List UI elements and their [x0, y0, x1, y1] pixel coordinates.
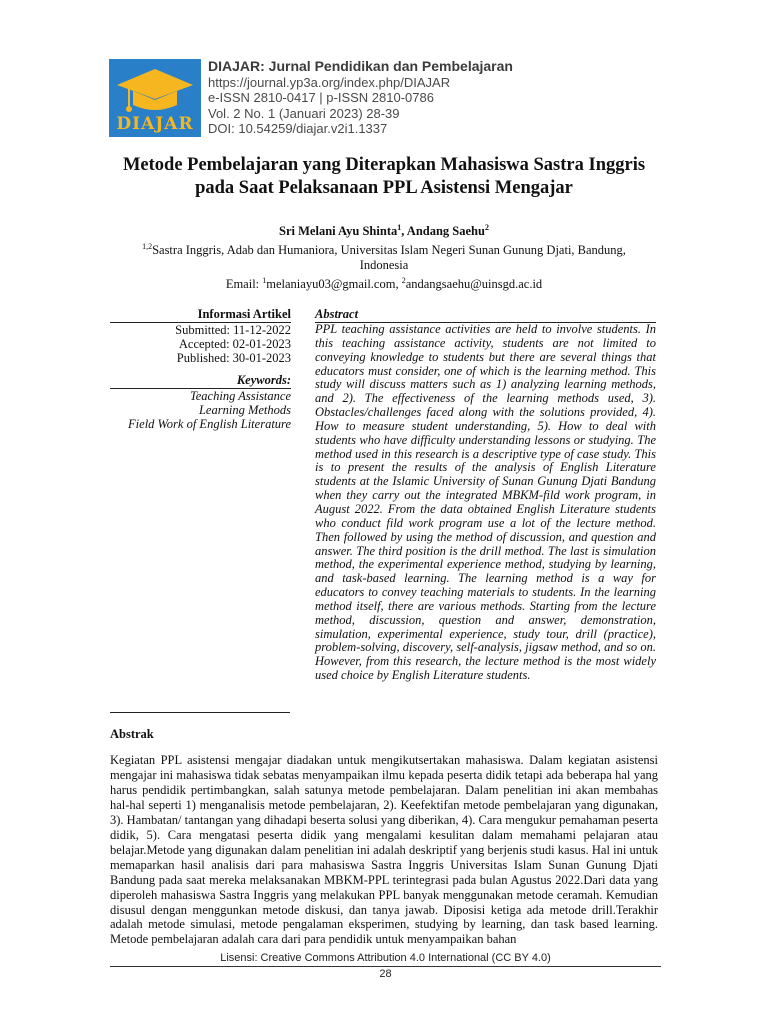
affiliation-sup: 1,2 [142, 242, 153, 252]
affiliation-line-1: Sastra Inggris, Adab dan Humaniora, Universitas Islam Negeri Sunan Gunung Djati, Bandung, [152, 243, 626, 258]
submitted-date: Submitted: 11-12-2022 [175, 323, 291, 337]
journal-issn: e-ISSN 2810-0417 | p-ISSN 2810-0786 [208, 90, 434, 105]
emails [100, 273, 668, 292]
journal-logo [109, 59, 201, 137]
keyword-item: Teaching Assistance [189, 389, 291, 403]
journal-header [208, 59, 728, 137]
page-number: 28 [379, 968, 392, 980]
section-divider [110, 712, 290, 713]
title-line-1: Metode Pembelajaran yang Diterapkan Mahasiswa Sastra Inggris [122, 155, 646, 175]
author-block [100, 220, 668, 292]
author-2-sup: 2 [484, 223, 489, 232]
abstract-text: PPL teaching assistance activities are held to involve students. In this teaching assistance activity, students are not limited to conveying knowledge to students but there are several things that educators must consider, one of which is the learning method. This study will discuss matters such as 1) analyzing learning methods, and 2). The effectiveness of the learning methods used, 3). Obstacles/challenges faced along with the solutions provided, 4). How to measure student understanding, 5). How to deal with students who have difficulty understanding lessons or studying. The method used in this research is a descriptive type of case study. This is to present the results of the analysis of English Literature students at the Islamic University of Sunan Gunung Djati Bandung when they carry out the integrated MBKM-fild work program, in August 2022. From the data obtained English Literature students who conduct fild work program use a lot of the lecture method. Then followed by using the method of discussion, and question and answer. The third position is the drill method. The last is simulation method, the experimental experience method, studying by learning, and task-based learning. The learning method is a way for educators to convey teaching materials to students. In the learning method itself, there are various methods. Starting from the lecture method, discussion, question and answer, demonstration, simulation, experimental experience, study tour, drill (practice), problem-solving, discovery, self-analysis, jigsaw method, and so on. However, from this research, the lecture method is the most widely used choice by English Literature students. [315, 322, 656, 683]
author-1: Sri Melani Ayu Shinta [279, 224, 398, 239]
email-1-sup: 1 [262, 276, 267, 286]
affiliation-line-2: Indonesia [359, 258, 409, 273]
license-text: Lisensi: Creative Commons Attribution 4.0 International (CC BY 4.0) [220, 952, 551, 964]
article-title [100, 154, 668, 200]
author-separator: , [401, 224, 407, 239]
abstrak-text: Kegiatan PPL asistensi mengajar diadakan untuk mengikutsertakan mahasiswa. Dalam kegiatan asistensi mengajar ini mahasiswa tidak sebatas menyampaikan ilmu kepada peserta didik tetapi ada beberapa hal yang harus pendidik pertimbangkan, salah satunya metode pembelajaran. Dalam penelitian ini akan membahas hal-hal seperti 1) menganalisis metode pembelajaran, 2). Keefektifan metode pembelajaran yang digunakan, 3). Hambatan/ tantangan yang dihadapi beserta solusi yang diberikan, 4). Cara mengukur pemahaman peserta didik, 5). Cara mengatasi peserta didik yang mengalami kesulitan dalam memahami pelajaran atau belajar.Metode yang digunakan dalam penelitian ini adalah deskriptif yang berjenis studi kasus. Hal ini untuk memaparkan hasil analisis dari para mahasiswa Sastra Inggris Universitas Islam Sunan Gunung Djati Bandung pada saat mereka melaksanakan MBKM-PPL terintegrasi pada bulan Agustus 2022.Dari data yang diperoleh mahasiswa Sastra Inggris yang melakukan PPL banyak menggunakan metode ceramah. Kemudian disusul dengan menggunkan metode diskusi, dan tanya jawab. Diposisi ketiga ada metode drill.Terakhir adalah metode simulasi, metode pengalaman eksperimen, studying by learning, dan task based learning. Metode pembelajaran adalah cara dari para pendidik untuk menyampaikan bahan [110, 753, 658, 947]
keywords-label: Keywords: [110, 373, 291, 389]
keyword-item: Field Work of English Literature [128, 417, 291, 431]
published-date: Published: 30-01-2023 [176, 351, 291, 365]
author-2: Andang Saehu [406, 224, 485, 239]
email-2-sup: 2 [401, 276, 406, 286]
affiliation [100, 239, 668, 258]
email-2[interactable]: andangsaehu@uinsgd.ac.id [405, 277, 543, 292]
article-info [110, 307, 291, 431]
english-abstract [315, 307, 656, 683]
author-names [100, 220, 668, 239]
journal-url[interactable]: https://journal.yp3a.org/index.php/DIAJAR [208, 74, 451, 90]
footer-divider [110, 966, 661, 967]
keyword-item: Learning Methods [198, 403, 291, 417]
journal-doi: DOI: 10.54259/diajar.v2i1.1337 [208, 121, 388, 136]
email-label: Email: [225, 277, 263, 292]
abstract-title: Abstract [315, 307, 656, 323]
accepted-date: Accepted: 02-01-2023 [178, 337, 291, 351]
info-title: Informasi Artikel [110, 307, 291, 323]
email-1[interactable]: melaniayu03@gmail.com, [266, 277, 402, 292]
journal-name: DIAJAR: Jurnal Pendidikan dan Pembelajaran [208, 58, 513, 74]
title-line-2: pada Saat Pelaksanaan PPL Asistensi Mengajar [195, 178, 573, 198]
logo-wordmark: DIAJAR [116, 114, 194, 134]
journal-volume: Vol. 2 No. 1 (Januari 2023) 28-39 [208, 105, 400, 121]
author-1-sup: 1 [397, 223, 402, 232]
abstrak-title: Abstrak [110, 727, 154, 741]
